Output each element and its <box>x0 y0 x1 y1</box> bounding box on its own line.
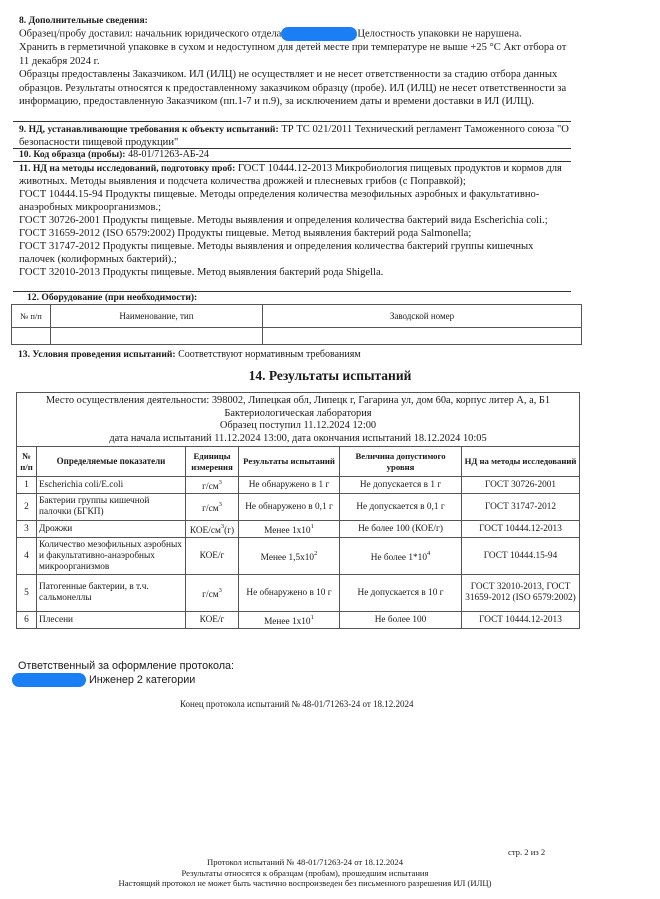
section-13 <box>18 349 361 360</box>
row-result <box>239 538 340 575</box>
unit-exponent: 3 <box>218 587 222 595</box>
test-dates: дата начала испытаний 11.12.2024 13:00, дата окончания испытаний 18.12.2024 10:05 <box>109 432 487 444</box>
unit-exponent: 3 <box>218 501 222 509</box>
unit-text: г/см <box>202 482 219 493</box>
unit-exponent: 3 <box>218 479 222 487</box>
result-row <box>17 521 580 538</box>
row-number-text: 1 <box>24 479 29 490</box>
row-limit <box>340 612 462 629</box>
result-text: Менее 1х10 <box>264 526 311 537</box>
row-unit <box>186 521 239 538</box>
row-method <box>462 494 580 521</box>
result-text: Менее 1х10 <box>264 617 311 628</box>
section-9-text: ТР ТС 021/2011 Технический регламент Таможенного союза "О безопасности пищевой продукции" <box>19 124 569 149</box>
indicator-text: Бактерии группы кишечной палочки (БГКП) <box>39 496 150 518</box>
responsible-position: Инженер 2 категории <box>89 673 196 686</box>
package-integrity-text: Целостность упаковки не нарушена. <box>357 28 522 40</box>
limit-text: Не допускается в 10 г <box>357 587 444 598</box>
method-text: ГОСТ 30726-2001 <box>484 479 557 490</box>
row-number-text: 3 <box>24 523 29 534</box>
laboratory-name: Бактериологическая лаборатория <box>224 407 372 419</box>
sample-code: 48-01/71263-АБ-24 <box>128 149 209 160</box>
equipment-header-serial: Заводской номер <box>263 305 582 328</box>
section-10 <box>19 148 571 161</box>
method-line: ГОСТ 31659-2012 (ISO 6579:2002) Продукты пищевые. Метод выявления бактерий рода Salmonella; <box>19 228 472 239</box>
section-9 <box>19 123 571 150</box>
row-method <box>462 521 580 538</box>
result-exponent: 1 <box>310 523 314 531</box>
row-limit <box>340 575 462 612</box>
indicator-text: Дрожжи <box>39 523 73 534</box>
row-indicator <box>37 612 186 629</box>
method-line: ГОСТ 31747-2012 Продукты пищевые. Методы выявления и определения количества бактерий группы кишечных палочек (колиформных бактерий).; <box>19 241 534 265</box>
row-indicator <box>37 477 186 494</box>
divider <box>13 121 571 122</box>
row-number-text: 4 <box>24 550 29 561</box>
limit-text: Не более 100 <box>374 614 427 625</box>
section-8 <box>19 14 571 108</box>
header-number: № п/п <box>17 447 37 477</box>
footer-reproduction-note: Настоящий протокол не может быть частично воспроизведен без письменного разрешения ИЛ (ИЛЦ) <box>118 878 492 888</box>
result-row <box>17 494 580 521</box>
section-13-title: 13. Условия проведения испытаний: <box>18 349 176 360</box>
header-limit: Величина допустимого уровня <box>340 447 462 477</box>
result-row <box>17 477 580 494</box>
header-method: НД на методы исследований <box>462 447 580 477</box>
result-row <box>17 538 580 575</box>
row-number <box>17 521 37 538</box>
method-text: ГОСТ 10444.12-2013 <box>479 614 562 625</box>
equipment-header-name: Наименование, тип <box>51 305 263 328</box>
row-unit <box>186 575 239 612</box>
section-13-text: Соответствуют нормативным требованиям <box>178 349 361 360</box>
result-row <box>17 575 580 612</box>
results-table <box>16 392 580 629</box>
limit-text: Не допускается в 1 г <box>359 479 442 490</box>
end-of-protocol: Конец протокола испытаний № 48-01/71263-24 от 18.12.2024 <box>180 699 414 709</box>
row-indicator <box>37 538 186 575</box>
method-text: ГОСТ 10444.12-2013 <box>479 523 562 534</box>
limit-text: Не более 1*10 <box>370 553 427 564</box>
unit-text: КОЕ/см <box>189 526 221 537</box>
responsible-label: Ответственный за оформление протокола: <box>18 660 235 672</box>
section-11 <box>19 162 571 279</box>
storage-text: Хранить в герметичной упаковке в сухом и недоступном для детей месте при температуре не выше +25 °С Акт отбора от 11 декабря 2024 г. <box>19 42 567 67</box>
footer-protocol: Протокол испытаний № 48-01/71263-24 от 18.12.2024 <box>206 857 404 867</box>
row-result <box>239 477 340 494</box>
footer-results-note: Результаты относятся к образцам (пробам), прошедшим испытания <box>181 867 429 878</box>
row-result <box>239 494 340 521</box>
row-number-text: 5 <box>24 587 29 598</box>
row-number <box>17 612 37 629</box>
row-method <box>462 477 580 494</box>
row-unit <box>186 538 239 575</box>
results-info <box>17 393 580 447</box>
equipment-cell <box>51 328 263 345</box>
redacted-name <box>12 673 86 687</box>
method-line: ГОСТ 10444.15-94 Продукты пищевые. Методы определения количества мезофильных аэробных и факультативно-анаэробных микроорганизмов.; <box>19 189 540 213</box>
row-number <box>17 538 37 575</box>
row-number <box>17 575 37 612</box>
result-row <box>17 612 580 629</box>
limit-exponent: 4 <box>426 550 431 558</box>
row-unit <box>186 477 239 494</box>
indicator-text: Плесени <box>39 614 74 625</box>
responsible-block <box>12 673 195 687</box>
limit-text: Не допускается в 0,1 г <box>356 501 445 512</box>
section-14-title: 14. Результаты испытаний <box>248 368 412 383</box>
row-limit <box>340 538 462 575</box>
row-number <box>17 494 37 521</box>
method-text: ГОСТ 10444.15-94 <box>483 550 558 561</box>
footer <box>0 857 610 889</box>
place-of-activity: Место осуществления деятельности: 398002, Липецкая обл, Липецк г, Гагарина ул, дом 60а, корпус литер А, а, Б1 <box>45 395 551 406</box>
method-text: ГОСТ 32010-2013, ГОСТ 31659-2012 (ISO 6579:2002) <box>465 582 576 604</box>
equipment-cell <box>12 328 51 345</box>
result-text: Не обнаружено в 0,1 г <box>245 501 333 512</box>
method-line: ГОСТ 10444.12-2013 Микробиология пищевых продуктов и кормов для животных. Методы выявления и подсчета количества дрожжей и плесневых грибов (с Поправкой); <box>19 163 562 187</box>
result-exponent: 2 <box>314 550 318 558</box>
row-limit <box>340 477 462 494</box>
method-line: ГОСТ 30726-2001 Продукты пищевые. Методы выявления и определения количества бактерий вида Escherichia coli.; <box>19 215 548 226</box>
row-result <box>239 612 340 629</box>
sample-received: Образец поступил 11.12.2024 12:00 <box>219 420 377 432</box>
section-8-delivery <box>19 27 571 41</box>
row-result <box>239 575 340 612</box>
row-limit <box>340 494 462 521</box>
section-10-title: 10. Код образца (пробы): <box>19 149 126 160</box>
unit-text: г/см <box>202 504 219 515</box>
method-text: ГОСТ 31747-2012 <box>484 501 557 512</box>
row-method <box>462 575 580 612</box>
indicator-text: Количество мезофильных аэробных и факультативно-анаэробных микроорганизмов <box>39 539 182 572</box>
row-unit <box>186 612 239 629</box>
section-12-title: 12. Оборудование (при необходимости): <box>27 292 198 303</box>
page-number: стр. 2 из 2 <box>508 847 546 857</box>
unit-suffix: (г) <box>224 526 235 537</box>
row-indicator <box>37 494 186 521</box>
header-unit: Единицы измерения <box>186 447 239 477</box>
row-number <box>17 477 37 494</box>
section-8-title: 8. Дополнительные сведения: <box>19 15 148 26</box>
unit-text: г/см <box>202 590 219 601</box>
unit-text: КОЕ/г <box>199 614 225 625</box>
header-indicator: Определяемые показатели <box>37 447 186 477</box>
row-indicator <box>37 521 186 538</box>
row-indicator <box>37 575 186 612</box>
equipment-table <box>11 304 582 345</box>
row-number-text: 6 <box>24 614 29 625</box>
equipment-cell <box>263 328 582 345</box>
row-limit <box>340 521 462 538</box>
result-text: Не обнаружено в 10 г <box>246 587 332 598</box>
responsibility-text: Образцы предоставлены Заказчиком. ИЛ (ИЛЦ) не осуществляет и не несет ответственности за стадию отбора данных образцов. Результаты относятся к предоставленному заказчиком образцу (пробе). ИЛ (ИЛЦ) не несет ответственности за информацию, предоставленную Заказчиком (пп.1-7 и п.9), за исключением даты и времени доставки в ИЛ (ИЛЦ). <box>19 69 567 108</box>
result-exponent: 1 <box>310 614 314 622</box>
indicator-text: Патогенные бактерии, в т.ч. сальмонеллы <box>39 582 149 604</box>
header-result: Результаты испытаний <box>239 447 340 477</box>
indicator-text: Escherichia coli/E.coli <box>39 479 124 490</box>
section-9-title: 9. НД, устанавливающие требования к объекту испытаний: <box>19 124 279 135</box>
row-number-text: 2 <box>24 501 29 512</box>
row-result <box>239 521 340 538</box>
equipment-header-number: № п/п <box>12 305 51 328</box>
row-unit <box>186 494 239 521</box>
section-11-title: 11. НД на методы исследований, подготовку проб: <box>19 163 236 174</box>
unit-text: КОЕ/г <box>199 550 225 561</box>
result-text: Менее 1,5х10 <box>260 553 315 564</box>
row-method <box>462 612 580 629</box>
redacted-name <box>281 27 357 41</box>
result-text: Не обнаружено в 1 г <box>248 479 330 490</box>
unit-exponent: 3 <box>220 523 225 531</box>
method-line: ГОСТ 32010-2013 Продукты пищевые. Метод выявления бактерий рода Shigella. <box>19 267 384 278</box>
row-method <box>462 538 580 575</box>
limit-text: Не более 100 (КОЕ/г) <box>358 523 443 534</box>
delivered-by-text: Образец/пробу доставил: начальник юридического отдела <box>19 28 282 40</box>
